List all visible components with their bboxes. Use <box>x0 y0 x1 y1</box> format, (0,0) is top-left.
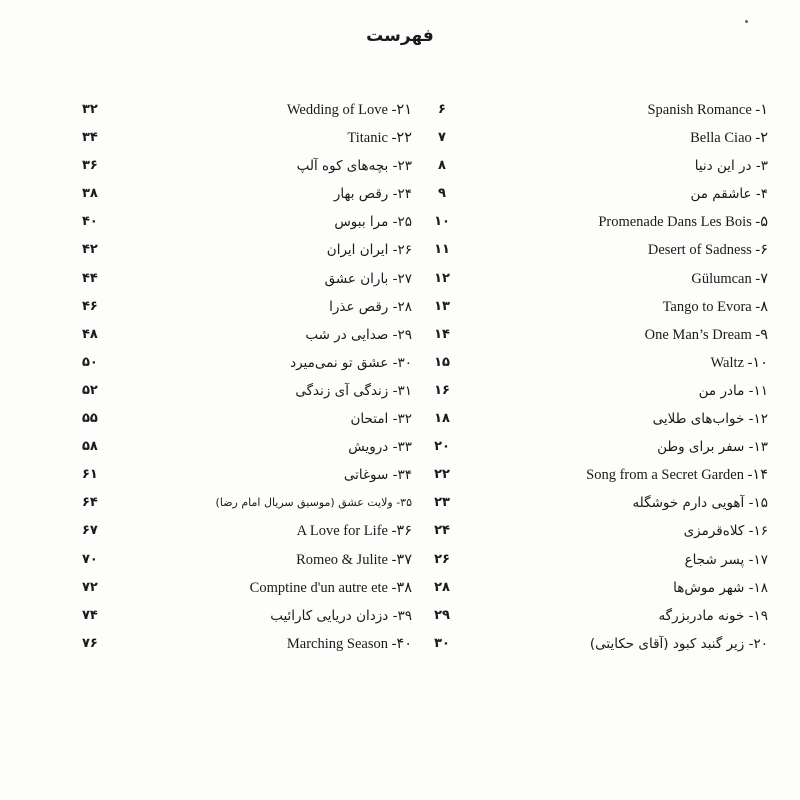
toc-page-number: ۷۶ <box>82 635 98 651</box>
toc-page-number: ۳۰ <box>434 635 450 651</box>
toc-page-number: ۱۲ <box>434 270 450 286</box>
toc-page-number: ۱۰ <box>434 214 450 230</box>
toc-page-number: ۶۷ <box>82 523 98 539</box>
toc-page-number: ۵۸ <box>82 439 98 455</box>
toc-column-left <box>82 96 412 658</box>
toc-entry-title: Wedding of Love -۲۱ <box>286 102 412 118</box>
toc-entry <box>428 517 768 545</box>
toc-entry <box>82 96 412 124</box>
toc-page-number: ۴۴ <box>82 270 98 286</box>
toc-entry-title: One Man’s Dream -۹ <box>644 326 768 343</box>
toc-entry <box>428 377 768 405</box>
toc-entry-title: ۱۹- خونه مادربزرگه <box>658 607 768 624</box>
toc-page-number: ۹ <box>438 186 446 202</box>
page-title: فهرست <box>366 26 434 46</box>
toc-entry-title: ۲۰- زیر گنبد کبود (آقای حکایتی) <box>589 635 768 652</box>
toc-entry-title: A Love for Life -۳۶ <box>296 523 412 540</box>
toc-page-number: ۱۶ <box>434 382 450 398</box>
toc-entry-title: ۳۰- عشق تو نمی‌میرد <box>290 354 412 371</box>
toc-entry <box>428 574 768 602</box>
toc-entry <box>82 546 412 574</box>
toc-entry-title: ۳۴- سوغاتی <box>343 467 412 484</box>
toc-entry <box>82 124 412 152</box>
toc-entry-title: ۱۶- کلاه‌قرمزی <box>683 523 768 540</box>
toc-entry-title: ۱۳- سفر برای وطن <box>657 439 768 456</box>
toc-page-number: ۳۲ <box>82 102 98 117</box>
toc-entry-title: ۲۳- بچه‌های کوه آلپ <box>296 158 412 175</box>
toc-entry-title: ۳۳- درویش <box>348 439 412 456</box>
toc-entry <box>82 180 412 208</box>
toc-entry-title: ۲۵- مرا ببوس <box>334 214 412 231</box>
toc-entry-title: Tango to Evora -۸ <box>662 298 768 315</box>
toc-entry-title: ۳۲- امتحان <box>350 411 412 428</box>
toc-entry <box>428 602 768 630</box>
toc-page-number: ۶۴ <box>82 495 98 511</box>
toc-entry-title: ۱۲- خواب‌های طلایی <box>652 411 768 428</box>
toc-page-number: ۲۳ <box>434 495 450 511</box>
toc-entry <box>82 461 412 489</box>
toc-entry <box>428 180 768 208</box>
toc-entry-title: ۲۴- رقص بهار <box>333 186 412 203</box>
toc-entry-title: Song from a Secret Garden -۱۴ <box>586 467 768 484</box>
toc-entry <box>82 630 412 658</box>
toc-page-number: ۵۵ <box>82 411 98 427</box>
toc-page-number: ۱۵ <box>434 354 450 370</box>
toc-entry <box>82 517 412 545</box>
toc-entry <box>428 405 768 433</box>
toc-page-number: ۳۶ <box>82 158 98 174</box>
toc-page-number: ۶ <box>438 102 446 117</box>
toc-entry <box>428 489 768 517</box>
toc-page-number: ۳۴ <box>82 130 98 146</box>
toc-entry <box>428 124 768 152</box>
toc-page-number: ۱۳ <box>434 298 450 314</box>
toc-page-number: ۵۲ <box>82 382 98 398</box>
toc-entry-title: ۲۹- صدایی در شب <box>305 326 412 343</box>
toc-page-number: ۳۸ <box>82 186 98 202</box>
toc-entry-title: ۱۱- مادر من <box>698 382 768 399</box>
toc-entry <box>82 405 412 433</box>
toc-entry <box>82 489 412 517</box>
toc-page-number: ۷۴ <box>82 607 98 623</box>
toc-entry-title: Spanish Romance -۱ <box>647 102 768 118</box>
toc-entry-title: ۳۹- دزدان دریایی کارائیب <box>270 607 412 624</box>
toc-entry-title: ۴- عاشقم من <box>690 186 768 203</box>
toc-page-number: ۴۰ <box>82 214 98 230</box>
toc-page-number: ۲۰ <box>434 439 450 455</box>
toc-page-number: ۲۲ <box>434 467 450 483</box>
toc-page-number: ۱۱ <box>434 242 450 258</box>
toc-entry <box>428 236 768 264</box>
toc-page-number: ۲۶ <box>434 551 450 567</box>
toc-entry-title: Promenade Dans Les Bois -۵ <box>598 214 768 231</box>
toc-page-number: ۶۱ <box>82 467 98 483</box>
toc-entry <box>428 433 768 461</box>
toc-entry-title: ۲۷- باران عشق <box>324 270 412 287</box>
toc-entry-title: ۲۶- ایران ایران <box>326 242 412 259</box>
toc-entry-title: ۲۸- رقص عذرا <box>329 298 412 315</box>
toc-entry-title: ۱۵- آهویی دارم خوشگله <box>632 495 768 512</box>
toc-entry-title: Comptine d'un autre ete -۳۸ <box>249 579 412 596</box>
toc-entry <box>428 96 768 124</box>
toc-entry-title: ۱۸- شهر موش‌ها <box>673 579 768 596</box>
toc-entry <box>428 546 768 574</box>
toc-entry <box>82 208 412 236</box>
toc-page-number: ۴۸ <box>82 326 98 342</box>
toc-entry <box>82 377 412 405</box>
toc-entry <box>82 574 412 602</box>
toc-entry <box>82 152 412 180</box>
paper-speck <box>745 20 748 23</box>
toc-entry <box>428 293 768 321</box>
toc-entry-title: Desert of Sadness -۶ <box>647 242 768 259</box>
toc-page-number: ۴۶ <box>82 298 98 314</box>
toc-page-number: ۵۰ <box>82 354 98 370</box>
toc-page-number: ۲۹ <box>434 607 450 623</box>
toc-page-number: ۲۸ <box>434 579 450 595</box>
toc-entry <box>82 265 412 293</box>
toc-entry <box>428 630 768 658</box>
toc-page-number: ۷۲ <box>82 579 98 595</box>
toc-entry <box>428 152 768 180</box>
toc-entry-title: Waltz -۱۰ <box>710 354 768 371</box>
toc-page-number: ۷۰ <box>82 551 98 567</box>
toc-entry-title: Titanic -۲۲ <box>347 130 412 147</box>
toc-page-number: ۴۲ <box>82 242 98 258</box>
toc-entry <box>428 265 768 293</box>
toc-entry <box>82 602 412 630</box>
toc-entry-title: ۱۷- پسر شجاع <box>684 551 768 568</box>
toc-entry-title: Bella Ciao -۲ <box>690 130 768 147</box>
toc-column-right <box>428 96 768 658</box>
toc-entry <box>82 293 412 321</box>
toc-page-number: ۱۸ <box>434 411 450 427</box>
toc-entry <box>82 236 412 264</box>
toc-entry <box>428 349 768 377</box>
toc-entry-title: Gülumcan -۷ <box>691 270 768 287</box>
toc-entry <box>428 461 768 489</box>
toc-page-number: ۷ <box>438 130 446 146</box>
toc-entry <box>428 208 768 236</box>
toc-page-number: ۸ <box>438 158 446 174</box>
toc-entry-title: ۳۱- زندگی آی زندگی <box>295 382 412 399</box>
toc-entry-title: Marching Season -۴۰ <box>286 635 412 652</box>
toc-entry <box>82 433 412 461</box>
toc-page-number: ۱۴ <box>434 326 450 342</box>
toc-entry <box>82 349 412 377</box>
toc-page-number: ۲۴ <box>434 523 450 539</box>
toc-entry <box>428 321 768 349</box>
toc-entry-title: ۳۵- ولایت عشق (موسیق سریال امام رضا) <box>215 496 412 510</box>
toc-entry-title: Romeo & Julite -۳۷ <box>296 551 412 568</box>
toc-entry-title: ۳- در این دنیا <box>694 158 768 175</box>
toc-entry <box>82 321 412 349</box>
